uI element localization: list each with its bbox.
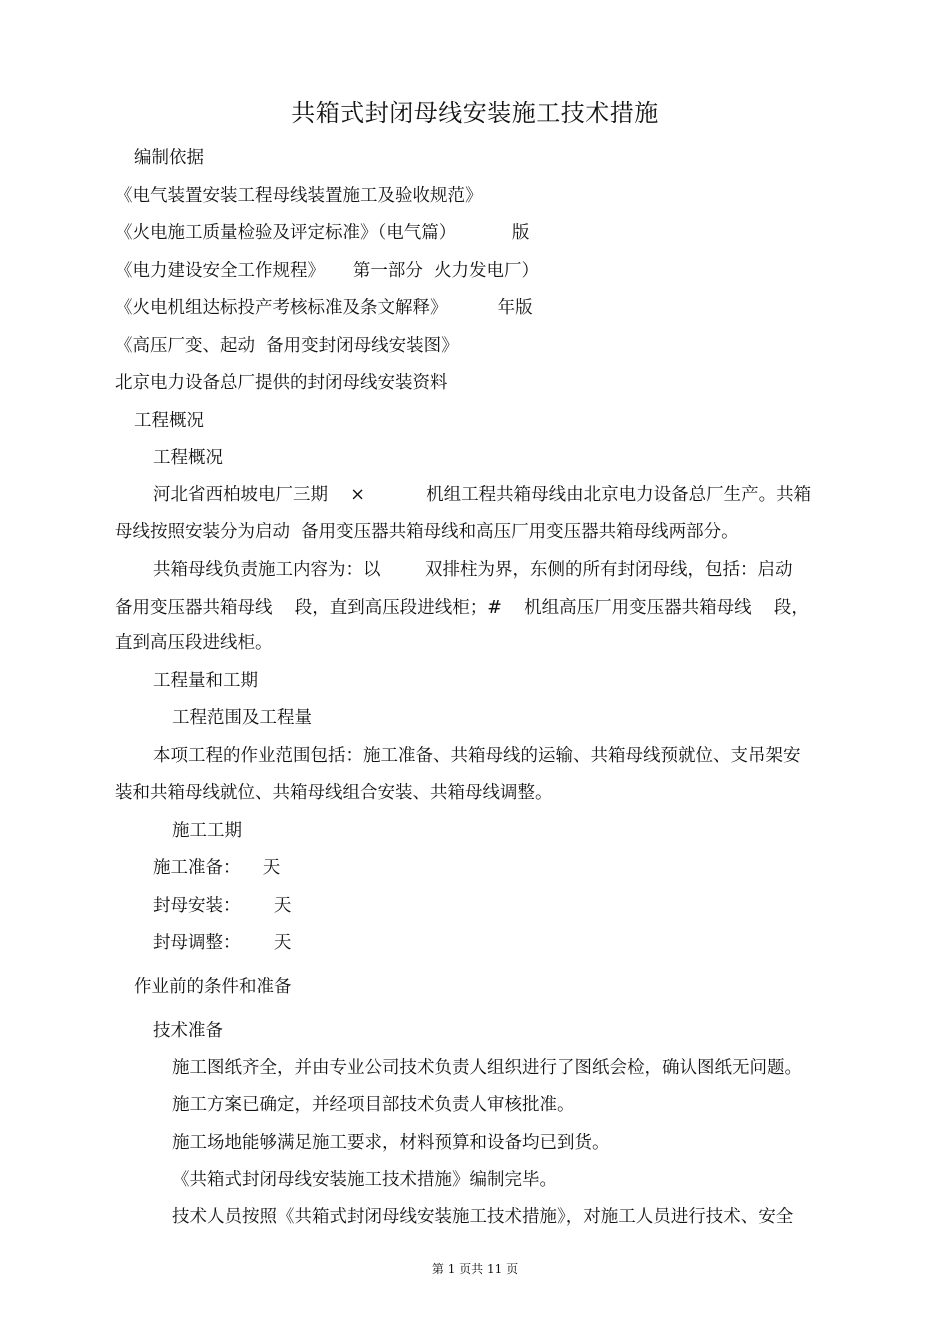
paragraph-line: 施工方案已确定，并经项目部技术负责人审核批准。 xyxy=(172,1095,575,1115)
subsection-heading: 工程概况 xyxy=(153,448,223,468)
paragraph-line: 施工场地能够满足施工要求，材料预算和设备均已到货。 xyxy=(172,1133,610,1153)
paragraph-line: 河北省西柏坡电厂三期 × 机组工程共箱母线由北京电力设备总厂生产。共箱 xyxy=(153,485,812,505)
page-footer: 第 1 页共 11 页 xyxy=(431,1262,519,1276)
subsection-heading: 工程量和工期 xyxy=(153,671,258,691)
document-title: 共箱式封闭母线安装施工技术措施 xyxy=(291,99,659,127)
reference-item: 《火电施工质量检验及评定标准》（电气篇） 版 xyxy=(115,223,530,243)
section-heading: 工程概况 xyxy=(134,411,204,431)
subsection-heading: 施工工期 xyxy=(172,821,242,841)
reference-item: 北京电力设备总厂提供的封闭母线安装资料 xyxy=(115,373,448,393)
paragraph-line: 本项工程的作业范围包括：施工准备、共箱母线的运输、共箱母线预就位、支吊架安 xyxy=(153,746,801,766)
paragraph-line: 直到高压段进线柜。 xyxy=(115,633,273,653)
paragraph-line: 施工图纸齐全，并由专业公司技术负责人组织进行了图纸会检，确认图纸无问题。 xyxy=(172,1058,802,1078)
paragraph-line: 技术人员按照《共箱式封闭母线安装施工技术措施》，对施工人员进行技术、安全 xyxy=(172,1207,794,1227)
section-heading: 编制依据 xyxy=(134,148,204,168)
schedule-item: 施工准备： 天 xyxy=(153,858,281,878)
paragraph-line: 装和共箱母线就位、共箱母线组合安装、共箱母线调整。 xyxy=(115,783,553,803)
paragraph-line: 共箱母线负责施工内容为：以 双排柱为界，东侧的所有封闭母线，包括：启动 xyxy=(153,560,793,580)
reference-item: 《火电机组达标投产考核标准及条文解释》 年版 xyxy=(115,298,533,318)
reference-item: 《高压厂变、起动 备用变封闭母线安装图》 xyxy=(115,336,459,356)
paragraph-line: 备用变压器共箱母线 段，直到高压段进线柜；# 机组高压厂用变压器共箱母线 段， xyxy=(115,598,809,618)
paragraph-line: 《共箱式封闭母线安装施工技术措施》编制完毕。 xyxy=(172,1170,557,1190)
section-heading: 作业前的条件和准备 xyxy=(134,977,292,997)
schedule-item: 封母安装： 天 xyxy=(153,896,292,916)
reference-item: 《电气装置安装工程母线装置施工及验收规范》 xyxy=(115,186,483,206)
paragraph-line: 母线按照安装分为启动 备用变压器共箱母线和高压厂用变压器共箱母线两部分。 xyxy=(115,522,739,542)
subsection-heading: 技术准备 xyxy=(153,1021,223,1041)
subsection-heading: 工程范围及工程量 xyxy=(172,708,312,728)
reference-item: 《电力建设安全工作规程》 第一部分 火力发电厂） xyxy=(115,261,539,281)
schedule-item: 封母调整： 天 xyxy=(153,933,292,953)
